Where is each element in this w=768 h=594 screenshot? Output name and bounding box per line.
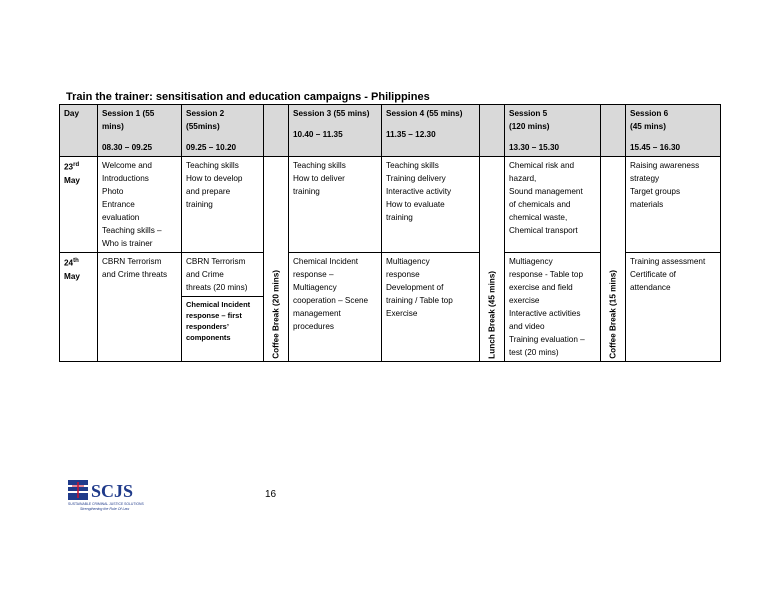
cell-line: Multiagency xyxy=(509,257,553,266)
day-2-month: May xyxy=(64,271,80,281)
cell-line: Sound management xyxy=(509,187,583,196)
session-6-time: 15.45 – 16.30 xyxy=(630,143,681,152)
day-1-number: 23 xyxy=(64,162,74,172)
session-4-time: 11.35 – 12.30 xyxy=(386,130,436,139)
cell-line: How to deliver xyxy=(293,174,345,183)
day-2-session-2 xyxy=(182,253,264,362)
cell-line: Multiagency xyxy=(293,283,337,292)
cell-line: cooperation – Scene xyxy=(293,296,369,305)
day-row-1 xyxy=(60,157,721,253)
day-1-date xyxy=(60,157,98,253)
day-2-session-3 xyxy=(289,253,382,362)
cell-line: attendance xyxy=(630,283,671,292)
session-6-duration: (45 mins) xyxy=(630,122,666,131)
cell-line: Target groups xyxy=(630,187,681,196)
cell-line: Development of xyxy=(386,283,444,292)
logo-tagline: Strengthening the Rule Of Law xyxy=(80,507,130,511)
header-day: Day xyxy=(60,105,98,157)
cell-line: materials xyxy=(630,200,664,209)
cell-line: Interactive activities xyxy=(509,309,581,318)
session-2-time: 09.25 – 10.20 xyxy=(186,143,237,152)
cell-line: response – first xyxy=(186,311,242,320)
cell-line: procedures xyxy=(293,322,334,331)
cell-line: Welcome and xyxy=(102,161,152,170)
header-session-4 xyxy=(382,105,480,157)
cell-line: How to evaluate xyxy=(386,200,445,209)
cell-line: CBRN Terrorism xyxy=(186,257,246,266)
cell-line: Training evaluation – xyxy=(509,335,585,344)
session-1-name: Session 1 (55 mins) xyxy=(102,109,155,131)
session-6-name: Session 6 xyxy=(630,109,669,118)
session-2-name: Session 2 (55mins) xyxy=(186,109,225,131)
day-2-session-2-part-1 xyxy=(182,255,263,297)
cell-line: and prepare xyxy=(186,187,231,196)
day-2-session-4 xyxy=(382,253,480,362)
day-2-session-5 xyxy=(505,253,601,362)
cell-line: chemical waste, xyxy=(509,213,568,222)
logo-text: SCJS xyxy=(91,481,134,501)
cell-line: Teaching skills xyxy=(186,161,239,170)
coffee-break-1-label: Coffee Break (20 mins) xyxy=(271,270,281,359)
day-2-number: 24 xyxy=(64,258,74,268)
header-session-6 xyxy=(626,105,721,157)
header-session-3 xyxy=(289,105,382,157)
coffee-break-1-cell xyxy=(264,157,289,362)
cell-line: How to develop xyxy=(186,174,243,183)
header-row xyxy=(60,105,721,157)
cell-line: and video xyxy=(509,322,545,331)
day-1-session-5 xyxy=(505,157,601,253)
cell-line: Chemical Incident xyxy=(186,300,251,309)
page-title: Train the trainer: sensitisation and education campaigns - Philippines xyxy=(66,91,430,103)
day-2-session-2-part-2 xyxy=(186,297,259,343)
cell-line: Training delivery xyxy=(386,174,446,183)
day-2-session-1 xyxy=(98,253,182,362)
day-2-suffix: th xyxy=(73,258,79,264)
lunch-break-label: Lunch Break (45 mins) xyxy=(487,271,497,359)
coffee-break-2-label: Coffee Break (15 mins) xyxy=(608,270,618,359)
cell-line: Teaching skills – xyxy=(102,226,162,235)
session-5-time: 13.30 – 15.30 xyxy=(509,143,560,152)
header-session-2 xyxy=(182,105,264,157)
cell-line: training xyxy=(386,213,413,222)
cell-line: management xyxy=(293,309,341,318)
cell-line: Training assessment xyxy=(630,257,706,266)
day-1-session-6 xyxy=(626,157,721,253)
header-coffee-break-2 xyxy=(601,105,626,157)
cell-line: Who is trainer xyxy=(102,239,153,248)
cell-line: Chemical Incident xyxy=(293,257,359,266)
logo-subtitle: SUSTAINABLE CRIMINAL JUSTICE SOLUTIONS xyxy=(68,502,144,506)
cell-line: exercise and field xyxy=(509,283,573,292)
cell-line: hazard, xyxy=(509,174,537,183)
lunch-break-cell xyxy=(480,157,505,362)
coffee-break-2-cell xyxy=(601,157,626,362)
page-number: 16 xyxy=(265,489,277,500)
header-session-5 xyxy=(505,105,601,157)
day-1-session-1 xyxy=(98,157,182,253)
session-1-time: 08.30 – 09.25 xyxy=(102,143,153,152)
cell-line: and Crime xyxy=(186,270,224,279)
cell-line: Chemical risk and xyxy=(509,161,575,170)
cell-line: training / Table top xyxy=(386,296,453,305)
cell-line: test (20 mins) xyxy=(509,348,559,357)
day-2-date xyxy=(60,253,98,362)
day-1-session-2 xyxy=(182,157,264,253)
day-1-session-4 xyxy=(382,157,480,253)
cell-line: CBRN Terrorism xyxy=(102,257,162,266)
scjs-logo-graphic xyxy=(66,477,156,513)
session-5-name: Session 5 xyxy=(509,109,548,118)
cell-line: Teaching skills xyxy=(293,161,346,170)
cell-line: training xyxy=(186,200,213,209)
cell-line: Teaching skills xyxy=(386,161,439,170)
day-1-month: May xyxy=(64,175,80,185)
cell-line: threats (20 mins) xyxy=(186,283,248,292)
scjs-logo xyxy=(66,477,156,513)
cell-line: Interactive activity xyxy=(386,187,452,196)
header-coffee-break-1 xyxy=(264,105,289,157)
cell-line: of chemicals and xyxy=(509,200,571,209)
cell-line: response – xyxy=(293,270,334,279)
cell-line: exercise xyxy=(509,296,540,305)
cell-line: Introductions xyxy=(102,174,149,183)
day-1-suffix: rd xyxy=(73,162,80,168)
cell-line: Multiagency xyxy=(386,257,430,266)
cell-line: Raising awareness xyxy=(630,161,700,170)
cell-line: response - Table top xyxy=(509,270,584,279)
cell-line: Chemical transport xyxy=(509,226,578,235)
cell-line: Exercise xyxy=(386,309,418,318)
cell-line: strategy xyxy=(630,174,660,183)
header-session-1 xyxy=(98,105,182,157)
session-4-name: Session 4 (55 mins) xyxy=(386,109,463,118)
cell-line: and Crime threats xyxy=(102,270,168,279)
cell-line: Certificate of xyxy=(630,270,676,279)
day-2-session-6 xyxy=(626,253,721,362)
cell-line: Photo xyxy=(102,187,124,196)
cell-line: Entrance xyxy=(102,200,135,209)
cell-line: responders’ xyxy=(186,322,229,331)
session-3-time: 10.40 – 11.35 xyxy=(293,130,343,139)
session-5-duration: (120 mins) xyxy=(509,122,550,131)
day-1-session-3 xyxy=(289,157,382,253)
cell-line: components xyxy=(186,333,231,342)
cell-line: training xyxy=(293,187,320,196)
session-3-name: Session 3 (55 mins) xyxy=(293,109,370,118)
cell-line: evaluation xyxy=(102,213,140,222)
cell-line: response xyxy=(386,270,420,279)
header-lunch-break xyxy=(480,105,505,157)
schedule-table xyxy=(59,104,721,362)
